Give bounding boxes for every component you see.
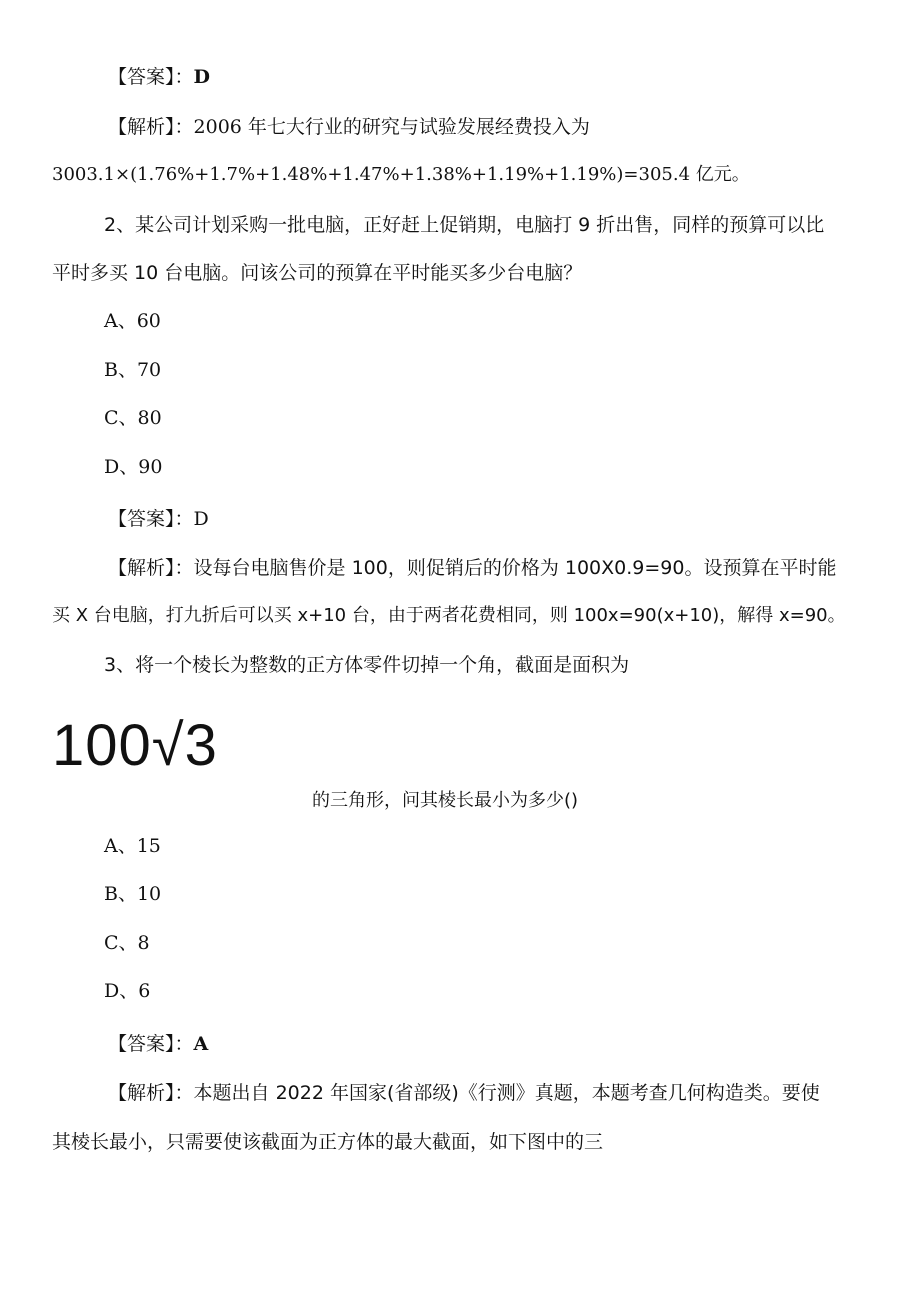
q2-question-line1: 2、某公司计划采购一批电脑，正好赶上促销期，电脑打 9 折出售，同样的预算可以比 — [104, 214, 825, 236]
q2-analysis-line1 — [108, 555, 836, 581]
q1-analysis-line2: 3003.1×(1.76%+1.7%+1.48%+1.47%+1.38%+1.19%+1.19%)=305.4 亿元。 — [52, 164, 750, 185]
q2-option-d: D、90 — [104, 456, 163, 478]
analysis-sep: ： — [174, 116, 194, 138]
q2-question-line2: 平时多买 10 台电脑。问该公司的预算在平时能买多少台电脑？ — [52, 262, 583, 284]
analysis-text: 2006 年七大行业的研究与试验发展经费投入为 — [193, 116, 590, 138]
analysis-label: 【解析】 — [108, 116, 175, 138]
analysis-sep: ： — [174, 557, 194, 579]
q3-option-b: B、10 — [104, 883, 162, 905]
analysis-label: 【解析】 — [108, 557, 175, 579]
q2-answer — [108, 506, 209, 532]
q3-analysis-line1 — [108, 1080, 820, 1106]
answer-value: D — [193, 508, 209, 530]
q3-option-c: C、8 — [104, 932, 150, 954]
answer-label: 【答案】 — [108, 508, 175, 530]
analysis-label: 【解析】 — [108, 1082, 175, 1104]
q1-analysis-line1 — [108, 114, 590, 140]
q3-option-d: D、6 — [104, 980, 151, 1002]
q3-question-line2: 的三角形，问其棱长最小为多少() — [312, 790, 579, 811]
answer-sep: ： — [174, 66, 194, 88]
analysis-text: 本题出自 2022 年国家(省部级)《行测》真题，本题考查几何构造类。要使 — [193, 1082, 820, 1104]
analysis-text: 设每台电脑售价是 100，则促销后的价格为 100X0.9=90。设预算在平时能 — [193, 557, 837, 579]
answer-value: A — [193, 1033, 209, 1055]
q2-option-a: A、60 — [104, 310, 161, 332]
q3-question-line1: 3、将一个棱长为整数的正方体零件切掉一个角，截面是面积为 — [104, 654, 630, 676]
q3-answer — [108, 1031, 208, 1057]
answer-label: 【答案】 — [108, 1033, 175, 1055]
q2-option-c: C、80 — [104, 407, 162, 429]
q3-analysis-line2: 其棱长最小，只需要使该截面为正方体的最大截面，如下图中的三 — [52, 1131, 604, 1153]
q2-analysis-line2: 买 X 台电脑，打九折后可以买 x+10 台，由于两者花费相同，则 100x=90(x+10)，解得 x=90。 — [52, 605, 846, 626]
q3-option-a: A、15 — [104, 835, 161, 857]
answer-sep: ： — [174, 508, 194, 530]
q1-answer — [108, 64, 210, 90]
answer-value: D — [193, 66, 211, 88]
q3-formula: 100√3 — [52, 713, 218, 778]
q2-option-b: B、70 — [104, 359, 162, 381]
answer-label: 【答案】 — [108, 66, 175, 88]
analysis-sep: ： — [174, 1082, 194, 1104]
answer-sep: ： — [174, 1033, 194, 1055]
